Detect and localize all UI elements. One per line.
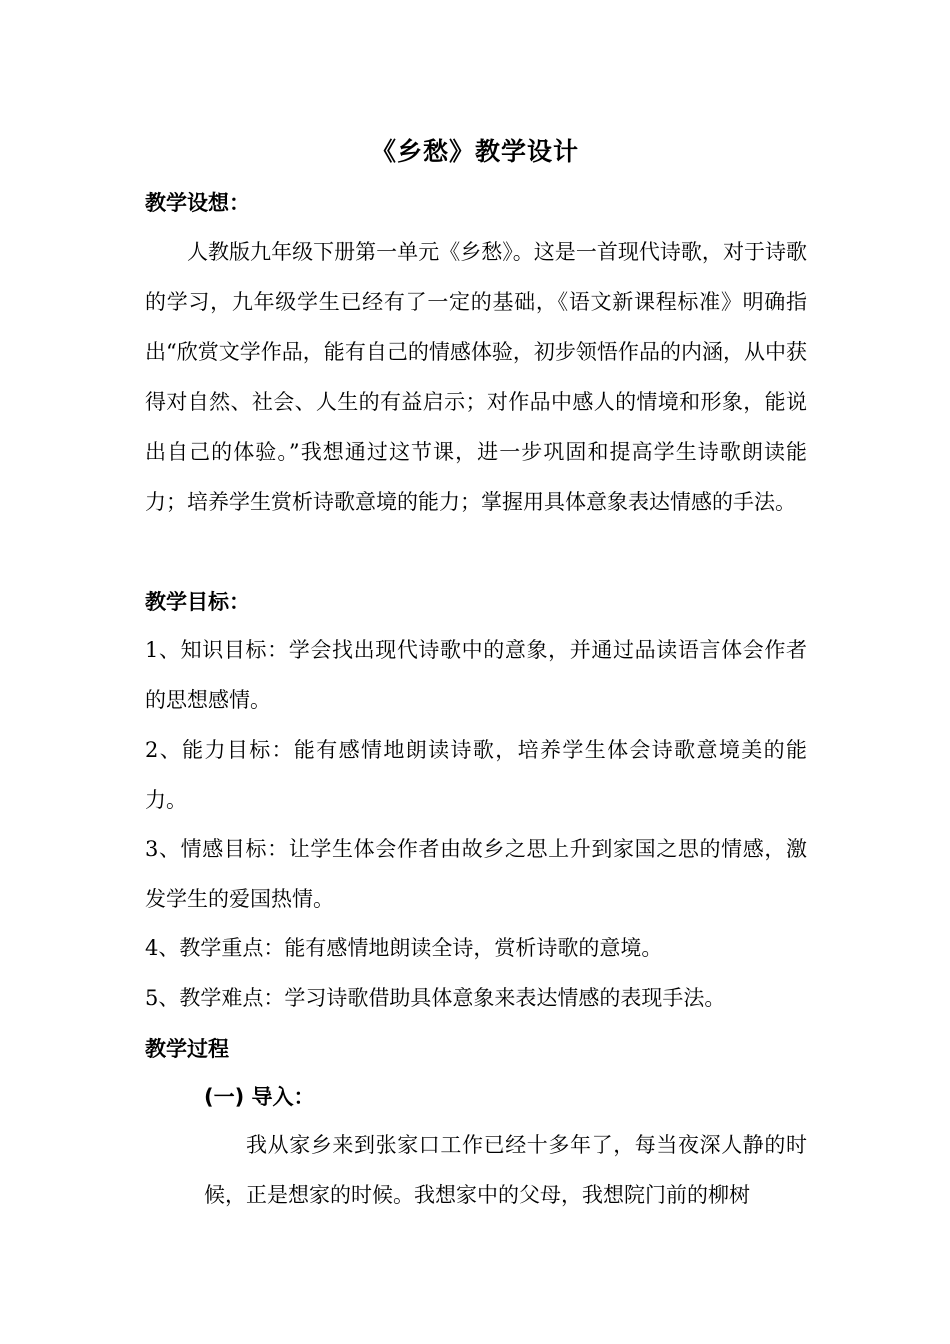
goal-item-4: 4、教学重点：能有感情地朗读全诗，赏析诗歌的意境。 — [145, 936, 663, 960]
goal-item-2: 2、能力目标：能有感情地朗读诗歌，培养学生体会诗歌意境美的能力。 — [145, 738, 807, 812]
heading-teaching-goals: 教学目标： — [145, 590, 250, 614]
heading-teaching-design: 教学设想： — [145, 191, 250, 215]
heading-teaching-process: 教学过程 — [145, 1037, 229, 1061]
goal-item-5: 5、教学难点：学习诗歌借助具体意象来表达情感的表现手法。 — [145, 986, 726, 1010]
document-title: 《乡愁》教学设计 — [370, 137, 579, 166]
goal-item-1: 1、知识目标：学会找出现代诗歌中的意象，并通过品读语言体会作者的思想感情。 — [145, 638, 807, 712]
paragraph-introduction: 我从家乡来到张家口工作已经十多年了，每当夜深人静的时候，正是想家的时候。我想家中的父母，我想院门前的柳树 — [204, 1133, 807, 1207]
subheading-introduction: (一) 导入： — [204, 1085, 315, 1109]
goal-item-3: 3、情感目标：让学生体会作者由故乡之思上升到家国之思的情感，激发学生的爱国热情。 — [145, 837, 807, 911]
paragraph-teaching-design: 人教版九年级下册第一单元《乡愁》。这是一首现代诗歌，对于诗歌的学习，九年级学生已经有了一定的基础，《语文新课程标准》明确指出“欣赏文学作品，能有自己的情感体验，初步领悟作品的内涵，从中获得对自然、社会、人生的有益启示；对作品中感人的情境和形象，能说出自己的体验。”我想通过这节课，进一步巩固和提高学生诗歌朗读能力；培养学生赏析诗歌意境的能力；掌握用具体意象表达情感的手法。 — [145, 240, 807, 514]
